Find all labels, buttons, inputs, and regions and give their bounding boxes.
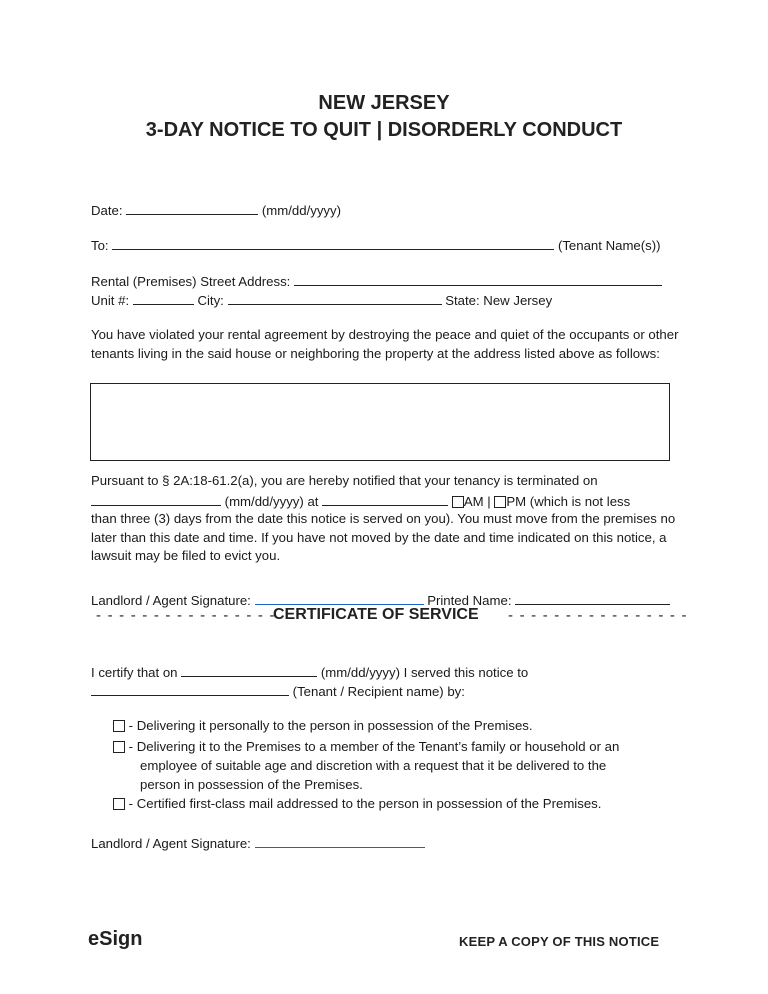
state-label: State: New Jersey [445, 293, 553, 308]
conduct-description-box[interactable] [90, 383, 670, 461]
certify-label: I certify that on [91, 665, 178, 680]
certificate-signature-label: Landlord / Agent Signature: [91, 836, 251, 851]
esign-logo: eSign [88, 928, 143, 950]
served-date-field[interactable] [181, 663, 317, 677]
termination-line2 [91, 492, 630, 510]
option-label: - Delivering it personally to the person in possession of the Premises. [128, 718, 533, 733]
am-label: AM | [463, 494, 491, 509]
option-continuation: person in possession of the Premises. [140, 777, 363, 792]
certify-hint: (mm/dd/yyyy) I served this notice to [320, 665, 529, 680]
date-hint: (mm/dd/yyyy) [261, 203, 341, 218]
printed-name-label: Printed Name: [427, 593, 512, 608]
termination-line1: Pursuant to § 2A:18-61.2(a), you are hereby notified that your tenancy is terminated on [91, 473, 598, 488]
printed-name-field[interactable] [515, 591, 670, 605]
certified-mail-checkbox[interactable] [113, 798, 125, 810]
unit-field[interactable] [133, 291, 194, 305]
landlord-signature-label: Landlord / Agent Signature: [91, 593, 251, 608]
termination-time-field[interactable] [322, 492, 448, 506]
service-option-premises [113, 739, 619, 755]
address-label: Rental (Premises) Street Address: [91, 274, 291, 289]
document-title: 3-DAY NOTICE TO QUIT | DISORDERLY CONDUCT [145, 119, 623, 141]
to-label: To: [91, 238, 109, 253]
document-state: NEW JERSEY [318, 92, 450, 114]
certificate-dashes-left: - - - - - - - - - - - - - - - - [96, 607, 276, 624]
recipient-name-field[interactable] [91, 682, 289, 696]
date-label: Date: [91, 203, 123, 218]
unit-label: Unit #: [91, 293, 130, 308]
service-option-mail [113, 796, 601, 812]
tenant-name-field[interactable] [112, 236, 554, 250]
pm-checkbox[interactable] [494, 496, 506, 508]
certificate-dashes-right: - - - - - - - - - - - - - - - - [508, 607, 688, 624]
recipient-row [91, 682, 465, 700]
personal-delivery-checkbox[interactable] [113, 720, 125, 732]
am-checkbox[interactable] [452, 496, 464, 508]
violation-paragraph: You have violated your rental agreement by destroying the peace and quiet of the occupants or other tenants living in the said house or neighboring the property at the address listed above as follows: [91, 327, 679, 361]
termination-date-hint: (mm/dd/yyyy) at [224, 494, 319, 509]
pm-label: PM (which is not less [506, 494, 631, 509]
city-field[interactable] [228, 291, 442, 305]
unit-city-row [91, 291, 552, 309]
certify-row [91, 663, 528, 681]
termination-date-field[interactable] [91, 492, 221, 506]
termination-rest: than three (3) days from the date this notice is served on you). You must move from the premises no later than this date and time. If you have not moved by the date and time indicated on this notice, a lawsuit may be filed to evict you. [91, 511, 676, 563]
service-option-personal [113, 718, 533, 734]
to-hint: (Tenant Name(s)) [557, 238, 661, 253]
certificate-signature-field[interactable] [255, 834, 425, 848]
date-row [91, 201, 341, 219]
option-label: - Delivering it to the Premises to a member of the Tenant’s family or household or an [128, 739, 620, 754]
option-continuation: employee of suitable age and discretion with a request that it be delivered to the [140, 758, 607, 773]
landlord-signature-field[interactable] [255, 591, 424, 605]
keep-copy-note: KEEP A COPY OF THIS NOTICE [459, 934, 660, 949]
certificate-signature-row [91, 834, 425, 852]
address-row [91, 272, 662, 290]
city-label: City: [197, 293, 224, 308]
street-address-field[interactable] [294, 272, 662, 286]
recipient-hint: (Tenant / Recipient name) by: [292, 684, 465, 699]
date-field[interactable] [126, 201, 258, 215]
to-row [91, 236, 661, 254]
option-label: - Certified first-class mail addressed to the person in possession of the Premises. [128, 796, 602, 811]
certificate-title: CERTIFICATE OF SERVICE [273, 606, 479, 623]
premises-delivery-checkbox[interactable] [113, 741, 125, 753]
